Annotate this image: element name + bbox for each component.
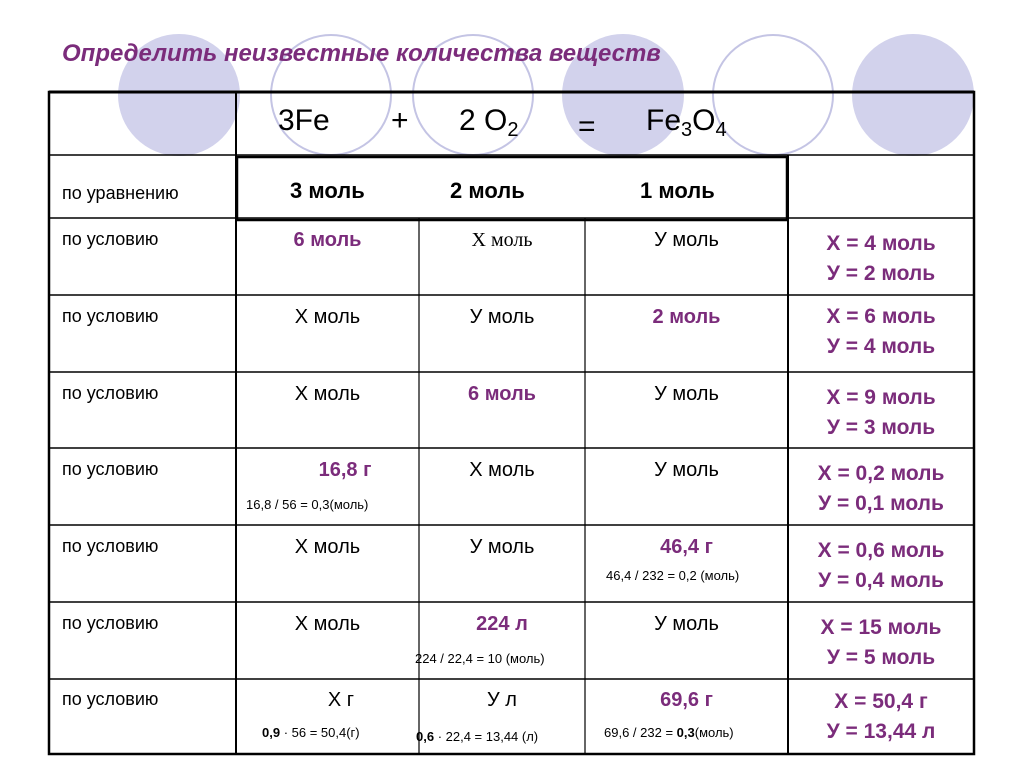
fe3o4-cell: У моль [654, 229, 719, 251]
fe-cell: 6 моль [293, 229, 362, 251]
row-label: по условию [62, 459, 159, 479]
o2-calculation: 0,6 · 22,4 = 13,44 (л) [416, 729, 539, 744]
row-label: по условию [62, 689, 159, 709]
answer-cell: Х = 0,6 моль У = 0,4 моль [817, 539, 945, 592]
fe3o4-calculation: 46,4 / 232 = 0,2 (моль) [606, 568, 740, 583]
row-label: по условию [62, 536, 159, 556]
eq-fe3o4-moles: 1 моль [640, 178, 715, 203]
row-label-equation: по уравнению [62, 183, 179, 203]
o2-cell: Х моль [469, 459, 535, 481]
fe-cell: Х г [327, 689, 355, 711]
answer-cell: Х = 4 моль У = 2 моль [826, 232, 936, 285]
fe-cell: Х моль [294, 306, 361, 328]
fe-calculation: 0,9 · 56 = 50,4(г) [262, 725, 360, 740]
decor-circle-6 [852, 34, 974, 156]
fe3o4-cell: 2 моль [652, 306, 721, 328]
fe-cell: Х моль [294, 613, 361, 635]
fe-cell: Х моль [294, 536, 361, 558]
row-label: по условию [62, 613, 159, 633]
answer-cell: Х = 6 моль У = 4 моль [826, 305, 936, 358]
fe-cell: Х моль [294, 383, 361, 405]
equation-equals: = [578, 110, 596, 143]
row-label: по условию [62, 306, 159, 326]
equation-plus: + [391, 104, 409, 137]
o2-cell: 6 моль [468, 383, 536, 405]
page-title: Определить неизвестные количества веществ [62, 40, 661, 67]
o2-cell: У моль [469, 306, 535, 328]
o2-cell: Х моль [471, 229, 533, 251]
eq-fe-moles: 3 моль [290, 178, 365, 203]
answer-cell: Х = 0,2 моль У = 0,1 моль [817, 462, 945, 515]
o2-cell: У л [487, 689, 517, 711]
fe-cell: 16,8 г [318, 459, 372, 481]
o2-calculation: 224 / 22,4 = 10 (моль) [415, 651, 545, 666]
row-label: по условию [62, 383, 159, 403]
answer-cell: Х = 15 моль У = 5 моль [820, 616, 942, 669]
answer-cell: Х = 9 моль У = 3 моль [826, 386, 936, 439]
fe3o4-cell: У моль [654, 459, 719, 481]
equation-fe3o4: $Fe_3O_4$ [646, 104, 727, 141]
fe3o4-cell: 69,6 г [660, 689, 713, 711]
equation-fe: 3Fe [278, 104, 330, 137]
fe3o4-cell: 46,4 г [660, 536, 713, 558]
answer-cell: Х = 50,4 г У = 13,44 л [826, 690, 936, 743]
fe-calculation: 16,8 / 56 = 0,3(моль) [246, 497, 369, 512]
eq-o2-moles: 2 моль [450, 178, 525, 203]
fe3o4-calculation: 69,6 / 232 = 0,3(моль) [604, 725, 734, 740]
row-label: по условию [62, 229, 159, 249]
fe3o4-cell: У моль [654, 613, 719, 635]
o2-cell: У моль [469, 536, 535, 558]
decor-circle-5 [712, 34, 834, 156]
o2-cell: 224 л [476, 613, 528, 635]
fe3o4-cell: У моль [654, 383, 719, 405]
equation-o2: 2 $O_2$ [459, 104, 519, 141]
